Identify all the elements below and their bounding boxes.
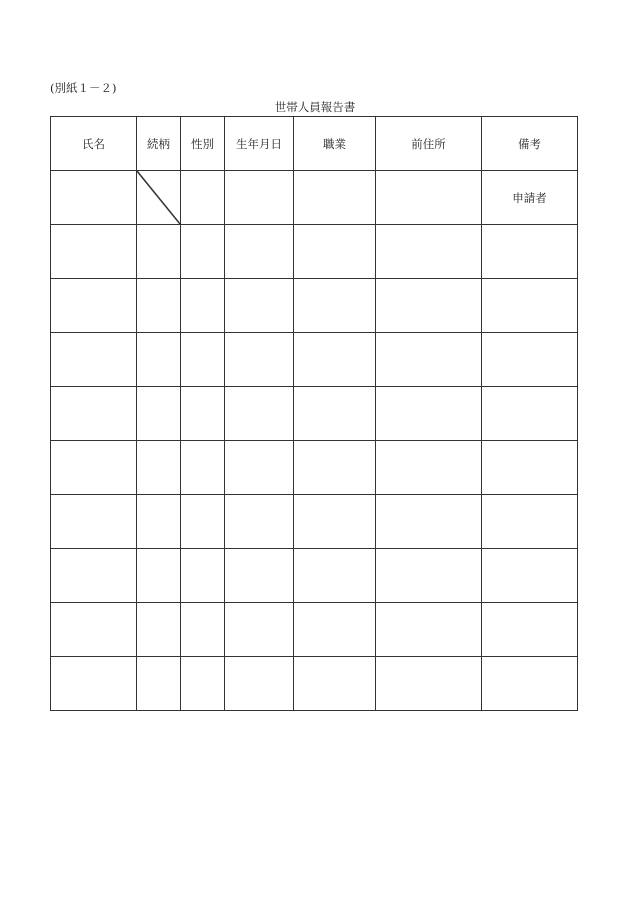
cell-occupation[interactable] <box>294 279 376 333</box>
cell-remarks[interactable] <box>482 603 578 657</box>
cell-relationship[interactable] <box>137 441 181 495</box>
header-occupation: 職業 <box>294 117 376 171</box>
table-header-row <box>51 117 578 171</box>
table-row <box>51 549 578 603</box>
cell-birthdate[interactable] <box>225 225 294 279</box>
cell-occupation[interactable] <box>294 495 376 549</box>
cell-previous-address[interactable] <box>376 387 482 441</box>
cell-birthdate[interactable] <box>225 279 294 333</box>
cell-previous-address[interactable] <box>376 603 482 657</box>
cell-previous-address[interactable] <box>376 333 482 387</box>
cell-previous-address[interactable] <box>376 225 482 279</box>
cell-relationship[interactable] <box>137 495 181 549</box>
cell-birthdate[interactable] <box>225 171 294 225</box>
cell-gender[interactable] <box>181 333 225 387</box>
cell-remarks[interactable] <box>482 279 578 333</box>
form-title: 世帯人員報告書 <box>274 100 356 114</box>
cell-previous-address[interactable] <box>376 279 482 333</box>
cell-gender[interactable] <box>181 549 225 603</box>
cell-remarks[interactable] <box>482 387 578 441</box>
cell-previous-address[interactable] <box>376 549 482 603</box>
table-row <box>51 495 578 549</box>
cell-gender[interactable] <box>181 441 225 495</box>
cell-relationship-not-applicable <box>137 171 181 225</box>
cell-previous-address[interactable] <box>376 495 482 549</box>
table-row <box>51 441 578 495</box>
cell-occupation[interactable] <box>294 387 376 441</box>
header-previous-address: 前住所 <box>376 117 482 171</box>
cell-relationship[interactable] <box>137 279 181 333</box>
cell-occupation[interactable] <box>294 603 376 657</box>
table-row <box>51 171 578 225</box>
cell-name[interactable] <box>51 549 137 603</box>
header-name: 氏名 <box>51 117 137 171</box>
cell-gender[interactable] <box>181 603 225 657</box>
cell-previous-address[interactable] <box>376 657 482 711</box>
cell-birthdate[interactable] <box>225 603 294 657</box>
cell-name[interactable] <box>51 279 137 333</box>
cell-relationship[interactable] <box>137 225 181 279</box>
cell-occupation[interactable] <box>294 549 376 603</box>
table-row <box>51 657 578 711</box>
table-row <box>51 387 578 441</box>
header-birthdate: 生年月日 <box>225 117 294 171</box>
table-row <box>51 279 578 333</box>
cell-relationship[interactable] <box>137 657 181 711</box>
table-row <box>51 333 578 387</box>
cell-name[interactable] <box>51 495 137 549</box>
household-members-table <box>50 116 578 711</box>
cell-gender[interactable] <box>181 171 225 225</box>
cell-remarks[interactable] <box>482 333 578 387</box>
cell-birthdate[interactable] <box>225 441 294 495</box>
form-reference-number: (別紙１－２) <box>50 81 117 95</box>
cell-occupation[interactable] <box>294 225 376 279</box>
cell-name[interactable] <box>51 333 137 387</box>
header-relationship: 続柄 <box>137 117 181 171</box>
cell-gender[interactable] <box>181 387 225 441</box>
cell-remarks[interactable] <box>482 549 578 603</box>
cell-name[interactable] <box>51 387 137 441</box>
cell-previous-address[interactable] <box>376 171 482 225</box>
diagonal-slash-line <box>137 171 180 224</box>
cell-previous-address[interactable] <box>376 441 482 495</box>
applicant-label[interactable]: 申請者 <box>482 171 578 225</box>
cell-remarks[interactable] <box>482 441 578 495</box>
table-row <box>51 225 578 279</box>
cell-name[interactable] <box>51 657 137 711</box>
cell-name[interactable] <box>51 603 137 657</box>
cell-relationship[interactable] <box>137 549 181 603</box>
cell-birthdate[interactable] <box>225 495 294 549</box>
cell-gender[interactable] <box>181 279 225 333</box>
cell-occupation[interactable] <box>294 657 376 711</box>
cell-gender[interactable] <box>181 495 225 549</box>
cell-relationship[interactable] <box>137 333 181 387</box>
cell-relationship[interactable] <box>137 603 181 657</box>
cell-gender[interactable] <box>181 657 225 711</box>
cell-remarks[interactable] <box>482 495 578 549</box>
cell-remarks[interactable] <box>482 225 578 279</box>
cell-birthdate[interactable] <box>225 387 294 441</box>
cell-remarks[interactable] <box>482 657 578 711</box>
table-row <box>51 603 578 657</box>
cell-birthdate[interactable] <box>225 657 294 711</box>
cell-name[interactable] <box>51 441 137 495</box>
header-remarks: 備考 <box>482 117 578 171</box>
cell-name[interactable] <box>51 171 137 225</box>
cell-occupation[interactable] <box>294 333 376 387</box>
cell-birthdate[interactable] <box>225 549 294 603</box>
cell-occupation[interactable] <box>294 171 376 225</box>
cell-gender[interactable] <box>181 225 225 279</box>
cell-occupation[interactable] <box>294 441 376 495</box>
cell-name[interactable] <box>51 225 137 279</box>
cell-birthdate[interactable] <box>225 333 294 387</box>
header-gender: 性別 <box>181 117 225 171</box>
cell-relationship[interactable] <box>137 387 181 441</box>
